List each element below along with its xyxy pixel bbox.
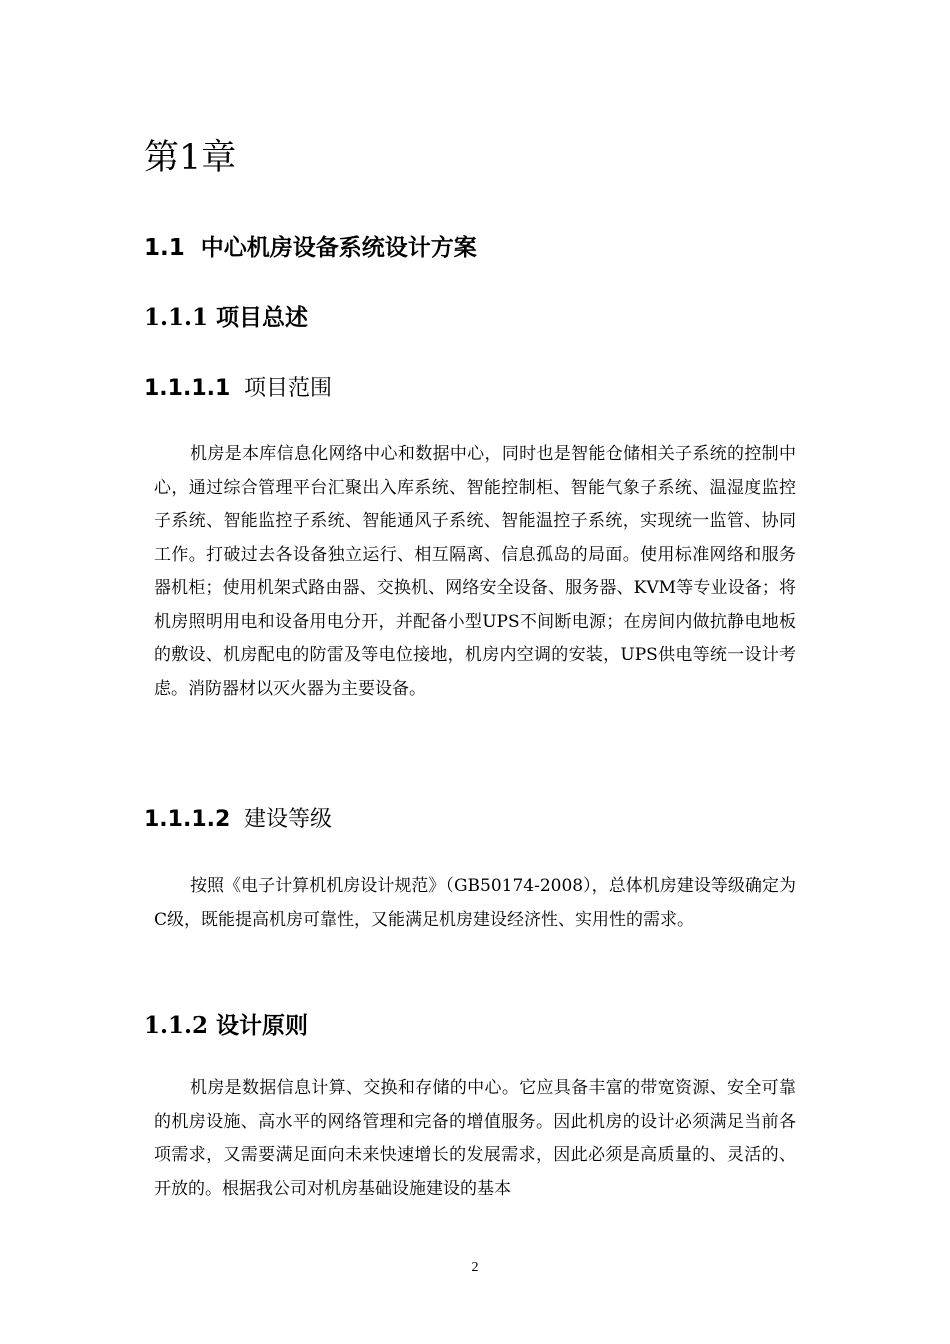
heading-title: 建设等级 <box>244 807 333 832</box>
section-title: 中心机房设备系统设计方案 <box>200 235 477 261</box>
section-heading <box>144 228 477 268</box>
subsection-heading-1-1-2: 1.1.2 设计原则 <box>144 1012 309 1039</box>
heading-title: 项目范围 <box>244 376 333 401</box>
paragraph-design-principles: 机房是数据信息计算、交换和存储的中心。它应具备丰富的带宽资源、安全可靠的机房设施、高水平的网络管理和完备的增值服务。因此机房的设计必须满足当前各项需求，又需要满足面向未来快速增长的发展需求，因此必须是高质量的、灵活的、开放的。根据我公司对机房基础设施建设的基本 <box>154 1078 796 1199</box>
paragraph-project-scope: 机房是本库信息化网络中心和数据中心，同时也是智能仓储相关子系统的控制中心，通过综合管理平台汇聚出入库系统、智能控制柜、智能气象子系统、温湿度监控子系统、智能监控子系统、智能通风子系统、智能温控子系统，实现统一监管、协同工作。打破过去各设备独立运行、相互隔离、信息孤岛的局面。使用标准网络和服务器机柜；使用机架式路由器、交换机、网络安全设备、服务器、KVM等专业设备；将机房照明用电和设备用电分开，并配备小型UPS不间断电源；在房间内做抗静电地板的敷设、机房配电的防雷及等电位接地，机房内空调的安装，UPS供电等统一设计考虑。消防器材以灭火器为主要设备。 <box>154 444 796 699</box>
page-number: 2 <box>471 1260 479 1275</box>
heading-number: 1.1.1.2 <box>144 807 231 832</box>
subsection-heading-1-1-1: 1.1.1 项目总述 <box>144 304 309 331</box>
paragraph-construction-level: 按照《电子计算机机房设计规范》（GB50174-2008），总体机房建设等级确定为C级，既能提高机房可靠性，又能满足机房建设经济性、实用性的需求。 <box>154 876 796 930</box>
section-number: 1.1 <box>144 235 185 261</box>
subsubsection-heading-1-1-1-1 <box>144 369 332 409</box>
chapter-title: 第1章 <box>144 138 237 178</box>
heading-number: 1.1.1.1 <box>144 376 231 401</box>
subsubsection-heading-1-1-1-2 <box>144 800 332 840</box>
